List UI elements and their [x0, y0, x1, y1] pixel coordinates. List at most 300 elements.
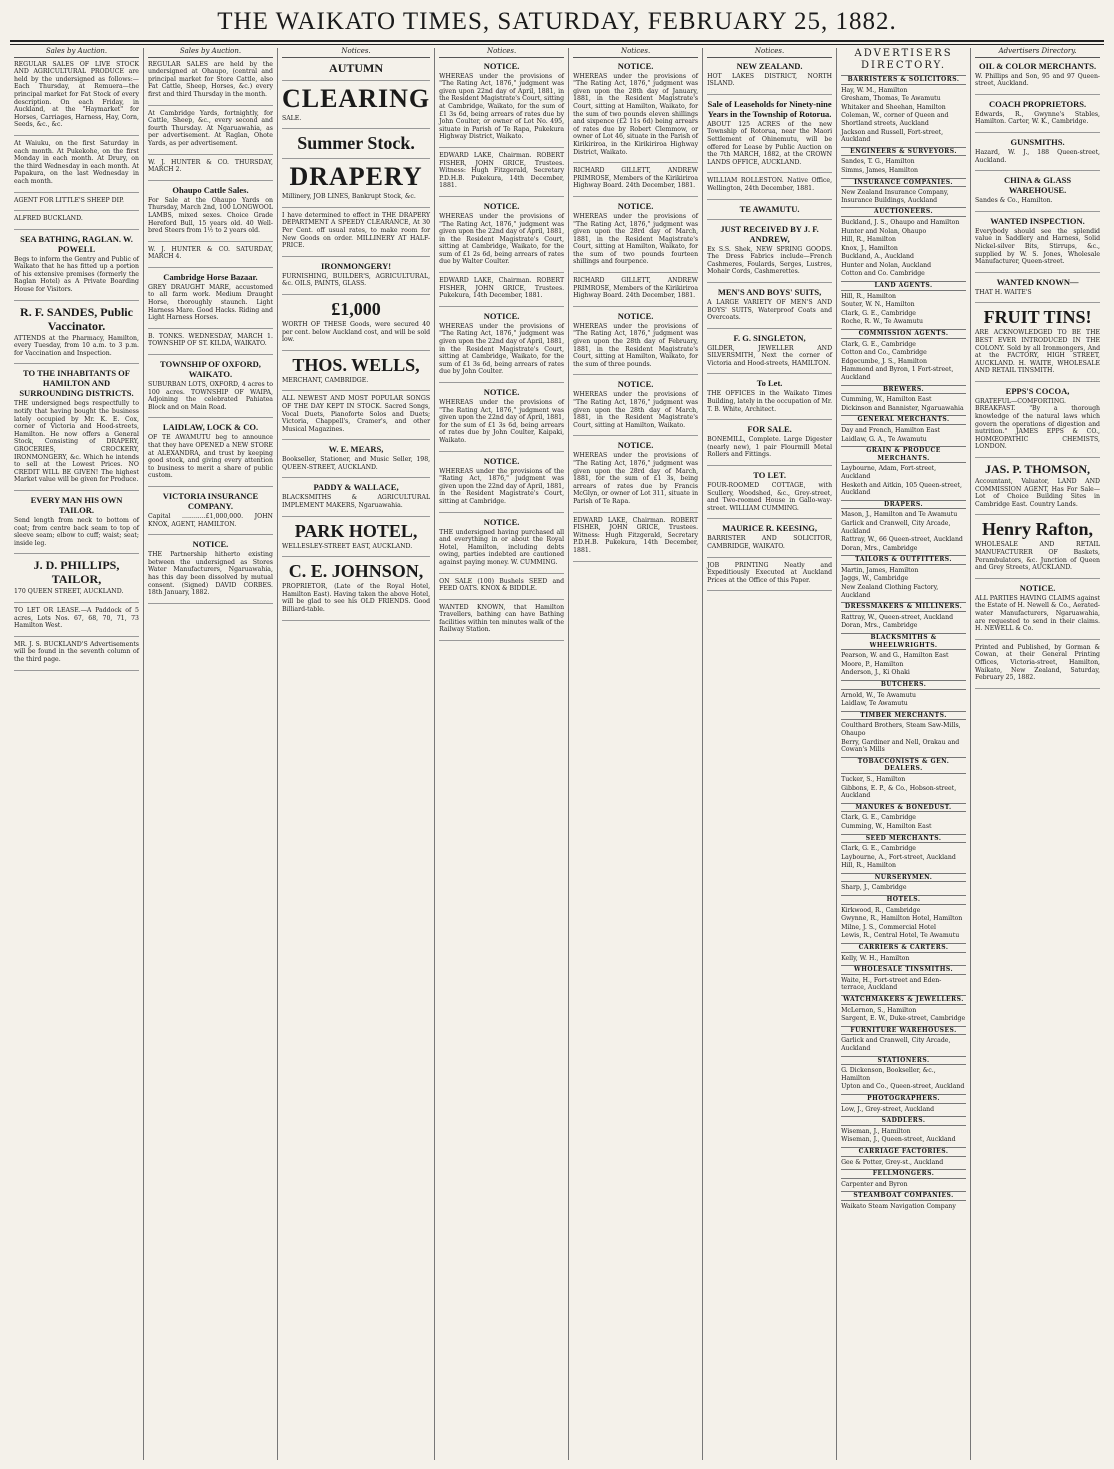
- advertisement: [439, 61, 564, 148]
- ad-heading: LAIDLAW, LOCK & CO.: [162, 422, 259, 433]
- advertisement: [14, 197, 139, 212]
- directory-entry: Doran, Mrs., Cambridge: [841, 544, 918, 552]
- ad-text: ALL PARTIES HAVING CLAIMS against the Estate of H. Newell & Co., Aerated-water Manufacturers, Ngaruawahia, are requested to send in their claims. H. NEWELL & Co.: [975, 594, 1101, 633]
- directory-entry: Clark, G. E., Cambridge: [841, 309, 916, 317]
- column-2: [144, 48, 278, 1460]
- ad-text: SUBURBAN LOTS, OXFORD, 4 acres to 100 acres. TOWNSHIP OF WAIPA, Adjoining the celebrated Pahiatea Block and on Main Road.: [147, 381, 273, 411]
- directory-entry: Doran, Mrs., Cambridge: [841, 622, 918, 630]
- ad-heading: PADDY & WALLACE,: [313, 482, 399, 493]
- advertisement: [148, 422, 273, 487]
- directory-entry: Cumming, W., Hamilton East: [841, 822, 932, 830]
- ad-heading: TE AWAMUTU.: [739, 203, 800, 214]
- ad-heading: NOTICE.: [617, 440, 654, 451]
- ad-text: ARE ACKNOWLEDGED TO BE THE BEST EVER INTRODUCED IN THE COLONY. Sold by all Ironmongers, And at the FACTORY, HIGH STREET, AUCKLAND. H. WAITE, WHOLESALE AND RETAIL TINSMITH.: [975, 329, 1101, 375]
- ad-heading: TO LET.: [753, 470, 786, 481]
- directory-entry: Sargent, E. W., Duke-street, Cambridge: [841, 1015, 966, 1023]
- directory-entry: Hill, R., Hamilton: [841, 862, 896, 870]
- advertisement: [573, 517, 698, 562]
- directory-entry: Hay, W. M., Hamilton: [841, 86, 908, 94]
- directory-section-heading: CARRIAGE FACTORIES.: [841, 1147, 966, 1157]
- newspaper-title: THE WAIKATO TIMES, SATURDAY, FEBRUARY 25, 1882.: [217, 8, 897, 35]
- directory-section-heading: TIMBER MERCHANTS.: [841, 711, 966, 721]
- advertisement: [975, 277, 1100, 304]
- ad-heading: NOTICE.: [617, 200, 654, 211]
- ad-text: GILDER, JEWELLER AND SILVERSMITH, Next the corner of Victoria and Hood-streets, HAMILTON.: [707, 344, 833, 367]
- ad-heading: WANTED KNOWN—: [996, 276, 1079, 287]
- ad-text: FOUR-ROOMED COTTAGE, with Scullery, Woodshed, &c., Grey-street, and Two-roomed House in Gallo-way-street. WILLIAM CUMMING.: [707, 482, 833, 512]
- advertisement: [282, 61, 430, 81]
- advertisement: [14, 305, 139, 365]
- advertisement: [148, 110, 273, 155]
- advertisement: [573, 311, 698, 376]
- ad-text: I have determined to effect in THE DRAPERY DEPARTMENT A SPEEDY CLEARANCE, At 30 Per Cent. off usual rates, to make room for New Goods on order. MILLINERY AT HALF-PRICE.: [281, 211, 431, 250]
- ad-text: ALL NEWEST AND MOST POPULAR SONGS OF THE DAY KEPT IN STOCK. Sacred Songs, Vocal Duets, Pianoforte Solos and Duets; Victoria, Chappell's, Cramer's, and other Musical Magazines.: [281, 395, 431, 433]
- directory-entry: Tucker, S., Hamilton: [841, 775, 906, 783]
- ad-heading: AUTUMN: [329, 60, 384, 75]
- ad-text: Accountant, Valuator, LAND AND COMMISSION AGENT, Has For Sale— Lot of Choice Building Sites in Cambridge East. Country Lands.: [975, 478, 1101, 508]
- column-5: [569, 48, 703, 1460]
- ad-text: WHEREAS under the provisions of "The Rating Act, 1876," judgment was given upon the 28rd day of March, 1881, in the Resident Magistrate's Court, sitting at Hamilton, Waikato, for the sum of two pounds fourteen shillings and fourpence.: [573, 212, 699, 266]
- directory-entry: Sharp, J., Cambridge: [841, 884, 907, 892]
- directory-section-heading: MANURES & BONEDUST.: [841, 803, 966, 813]
- directory-entry: Day and French, Hamilton East: [841, 426, 940, 434]
- advertisement: [573, 277, 698, 307]
- ad-text: Ex S.S. Shek, NEW SPRING GOODS. The Dress Fabrics include—French Cashmeres, Foulards, Serges, Lustres, Mohair Cords, Cashmerettes.: [707, 245, 833, 276]
- directory-entry: Hill, R., Hamilton: [841, 292, 896, 300]
- directory-entry: Waite, H., Fort-street and Eden-terrace, Auckland: [841, 976, 942, 992]
- advertisement: [707, 99, 832, 174]
- directory-entry: Cotton and Co. Cambridge: [841, 270, 925, 278]
- ad-text: TO LET OR LEASE.—A Paddock of 5 acres, Lots Nos. 67, 68, 70, 71, 73 Hamilton West.: [14, 606, 139, 630]
- directory-entry: Martin, James, Hamilton: [841, 566, 919, 574]
- ad-heading: NEW ZEALAND.: [736, 60, 803, 71]
- ad-heading: C. E. JOHNSON,: [288, 561, 424, 582]
- ad-heading: IRONMONGERY!: [321, 260, 392, 271]
- ad-heading: NOTICE.: [617, 60, 654, 71]
- directory-entry: Gwynne, R., Hamilton Hotel, Hamilton: [841, 915, 963, 923]
- ad-text: WORTH OF THESE Goods, were secured 40 per cent. below Auckland cost, and will be sold low.: [281, 320, 431, 344]
- ad-text: BLACKSMITHS & AGRICULTURAL IMPLEMENT MAKERS, Ngaruawahia.: [281, 494, 431, 510]
- ad-text: THE Partnership hitherto existing between the undersigned as Stores Water Manufacturers, Ngaruawahia, has this day been dissolved by mutual consent. (Signed) DAVID CORBES. 18th January, 1882.: [147, 551, 273, 597]
- ad-text: For Sale at the Ohaupo Yards on Thursday, March 2nd, 100 LONGWOOL LAMBS, mixed sexes. Choice Grade Hereford Bull, 15 years old. 40 Well-bred Steers from 1½ to 2 years old.: [147, 196, 273, 235]
- directory-entry: Anderson, J., Ki Ohaki: [841, 669, 910, 677]
- advertisement: [148, 246, 273, 268]
- ad-heading: JUST RECEIVED BY J. F. ANDREW,: [720, 223, 819, 244]
- ad-heading: CHINA & GLASS WAREHOUSE.: [1004, 175, 1072, 196]
- advertisement: [707, 204, 832, 220]
- ad-heading: EPPS'S COCOA,: [1005, 385, 1070, 396]
- ad-text: REGULAR SALES are held by the undersigned at Ohaupo, (central and principal market for Store Cattle, also Fat Cattle, Sheep, Horses, &c.) every first and third Thursday in the month.: [147, 60, 273, 98]
- directory-entry: Garlick and Cranwell, City Arcade, Auckland: [841, 1037, 951, 1052]
- column-heading: Advertisers Directory.: [975, 48, 1100, 58]
- ad-text: EDWARD LAKE, Chairman. ROBERT FISHER, JOHN GRICE, Trustees. Pukekura, 14th December, 1881.: [439, 277, 565, 300]
- directory-entry: Rattray, W., Queen-street, Auckland: [841, 613, 954, 621]
- directory-entry: Sandes, T. G., Hamilton: [841, 158, 915, 166]
- directory-section-heading: PHOTOGRAPHERS.: [841, 1094, 966, 1104]
- advertisement: [573, 379, 698, 436]
- advertisement: [14, 140, 139, 193]
- directory-entry: Cotton and Co., Cambridge: [841, 349, 927, 357]
- ad-text: Capital ............£1,000,000. JOHN KNOX, AGENT, HAMILTON.: [147, 512, 273, 528]
- advertisement: [148, 491, 273, 535]
- directory-entry: New Zealand Insurance Company, Insurance Buildings, Auckland: [841, 189, 949, 204]
- directory-entry: Rattray, W., 66 Queen-street, Auckland: [841, 536, 963, 544]
- directory-section-heading: NURSERYMEN.: [841, 873, 966, 883]
- column-heading: Sales by Auction.: [148, 48, 273, 58]
- ad-heading: GUNSMITHS.: [1010, 136, 1065, 147]
- advertisement: [14, 234, 139, 301]
- advertisement: [282, 261, 430, 295]
- advertisement: [439, 387, 564, 452]
- ad-heading: NOTICE.: [483, 200, 520, 211]
- directory-section-heading: TAILORS & OUTFITTERS.: [841, 555, 966, 565]
- directory-entry: Clark, G. E., Cambridge: [841, 845, 916, 853]
- advertisement: [439, 152, 564, 197]
- advertisement: [975, 519, 1100, 578]
- masthead: [0, 0, 1114, 40]
- ad-heading: NOTICE.: [483, 310, 520, 321]
- advertisement: [14, 641, 139, 671]
- directory-entry: Arnold, W., Te Awamutu: [841, 691, 917, 699]
- advertisement: [282, 355, 430, 392]
- ad-text: WHEREAS under the provisions of "The Rating Act, 1876," judgment was given upon 22nd day of April, 1881, in the Resident Magistrate's Court, sitting at Cambridge, Waikato, for the sum of £1 3s 6d, being arrears of rates due by John Coulter, or owner of Lot No. 495, situate in Parish of Te Rapa, Pukekura Highway District, Waikato.: [439, 72, 565, 141]
- ad-text: THAT H. WAITE'S: [975, 288, 1032, 296]
- ad-heading: Summer Stock.: [297, 133, 415, 154]
- ad-heading: PARK HOTEL,: [294, 520, 418, 541]
- ad-text: WHEREAS under the provisions of "The Rating Act, 1876," judgment was given upon the 28th day of February, 1881, in the Resident Magistrate's Court, sitting at Hamilton, Waikato, for the sum of three pounds.: [573, 322, 699, 368]
- directory-section-heading: INSURANCE COMPANIES.: [841, 178, 966, 188]
- directory-section-heading: SEED MERCHANTS.: [841, 834, 966, 844]
- ad-heading: THOS. WELLS,: [292, 354, 420, 375]
- directory-section-heading: CARRIERS & CARTERS.: [841, 943, 966, 953]
- directory-entry: Hammond and Byron, 1 Fort-street, Auckland: [841, 366, 954, 381]
- advertisement: [975, 175, 1100, 212]
- advertisement: [282, 482, 430, 516]
- ad-text: Edwards, R., Gwynne's Stables, Hamilton. Carter, W. K., Cambridge.: [975, 110, 1101, 126]
- column-1: [10, 48, 144, 1460]
- ad-text: WHEREAS under the provisions of "The Rating Act, 1876," judgment was given upon the 28th day of March, 1881, in the Resident Magistrate's Court, sitting at Hamilton, Waikato.: [573, 391, 699, 429]
- column-4: [435, 48, 569, 1460]
- ad-text: THE OFFICES in the Waikato Times Building, lately in the occupation of Mr. T. B. White, Architect.: [707, 390, 833, 413]
- directory-section-heading: ENGINEERS & SURVEYORS.: [841, 147, 966, 157]
- advertisement: [975, 99, 1100, 133]
- directory-entry: Buckland, A., Auckland: [841, 253, 915, 261]
- ad-heading: COACH PROPRIETORS.: [988, 98, 1087, 109]
- directory-entry: Lewis, R., Central Hotel, Te Awamutu: [841, 932, 960, 940]
- directory-section-heading: WATCHMAKERS & JEWELLERS.: [841, 995, 966, 1005]
- advertisement: [707, 523, 832, 557]
- advertisement: [707, 224, 832, 283]
- directory-entry: Edgecumbe, J. S., Hamilton: [841, 357, 927, 365]
- advertisement: [282, 444, 430, 478]
- ad-heading: Henry Rafton,: [982, 519, 1094, 540]
- ad-heading: Sale of Leaseholds for Ninety-nine Years in the Township of Rotorua.: [707, 98, 832, 119]
- directory-entry: Mason, J., Hamilton and Te Awamutu: [841, 511, 958, 519]
- ad-heading: TOWNSHIP OF OXFORD, WAIKATO.: [160, 359, 261, 380]
- column-3: [278, 48, 435, 1460]
- ad-text: ON SALE (100) Bushels SEED and FEED OATS. KNOX & BIDDLE.: [439, 577, 565, 593]
- ad-heading: EVERY MAN HIS OWN TAILOR.: [30, 494, 123, 515]
- ad-heading: DRAPERY: [289, 162, 423, 192]
- ad-heading: R. F. SANDES, Public Vaccinator.: [20, 304, 133, 333]
- column-7: [837, 48, 971, 1460]
- ad-text: EDWARD LAKE, Chairman. ROBERT FISHER, JOHN GRICE, Trustees. Witness: Hugh Fitzgerald, Secretary P.D.H.B. Pukekura, 14th December, 1881.: [439, 151, 565, 190]
- directory-entry: Moore, P., Hamilton: [841, 660, 904, 668]
- directory-entry: Jaggs, W., Cambridge: [841, 575, 909, 583]
- directory-entry: Carpenter and Byron: [841, 1180, 908, 1188]
- ad-text: At Cambridge Yards, fortnightly, for Cattle, Sheep, &c., every second and fourth Thursday. At Ngaruawahia, as per advertisement. At Raglan, Ohote Yards, as per advertisement.: [147, 109, 273, 147]
- directory-section-heading: GRAIN & PRODUCE MERCHANTS.: [841, 446, 966, 463]
- ad-heading: NOTICE.: [483, 60, 520, 71]
- ad-heading: NOTICE.: [192, 539, 229, 550]
- directory-entry: Gee & Potter, Grey-st., Auckland: [841, 1158, 944, 1166]
- directory-entry: Wiseman, J., Hamilton: [841, 1127, 911, 1135]
- directory-entry: Kirkwood, R., Cambridge: [841, 906, 921, 914]
- advertisement: [439, 311, 564, 383]
- ad-text: WHEREAS under the provisions of the "Rating Act, 1876," judgment was given upon the 22nd day of April, 1881, in the Resident Magistrate's Court, sitting at Cambridge.: [439, 467, 565, 505]
- directory-entry: Waikato Steam Navigation Company: [841, 1202, 956, 1210]
- ad-text: RICHARD GILLETT, ANDREW PRIMROSE, Members of the Kirikiriroa Highway Board. 24th December, 1881.: [573, 167, 699, 190]
- directory-entry: Coulthard Brothers, Steam Saw-Mills, Ohaupo: [841, 722, 961, 737]
- directory-entry: Pearson, W. and G., Hamilton East: [841, 652, 949, 660]
- directory-entry: Coleman, W., corner of Queen and Shortland streets, Auckland: [841, 112, 949, 127]
- ad-text: REGULAR SALES OF LIVE STOCK AND AGRICULTURAL PRODUCE are held by the undersigned as follows:— Each Thursday, at Remuera—the principal market for Fat Stock of every description. On each Friday, in Auckland, at the "Haymarket" for Horses, Carriages, Harness, Hay, Corn, Seeds, &c., &c.: [14, 60, 139, 129]
- directory-entry: G. Dickenson, Bookseller, &c., Hamilton: [841, 1067, 936, 1082]
- ad-text: WHEREAS under the provisions of "The Rating Act, 1876," judgment was given upon the 28rd day of March, 1881, for the sum of £1 3s, being arrears of rates due by Francis McGlyn, or owner of Lot 311, situate in Parish of Te Rapa.: [573, 452, 699, 505]
- advertisement: [975, 386, 1100, 458]
- directory-entry: Whitaker and Sheehan, Hamilton: [841, 103, 946, 111]
- ad-heading: MEN'S AND BOYS' SUITS,: [717, 286, 822, 297]
- directory-section-heading: BREWERS.: [841, 385, 966, 395]
- directory-entry: Clark, G. E., Cambridge: [841, 340, 916, 348]
- directory-entry: Upton and Co., Queen-street, Auckland: [841, 1083, 965, 1091]
- advertisement: [707, 470, 832, 519]
- ad-text: GREY DRAUGHT MARE, accustomed to all farm work. Medium Draught Horse, thoroughly staunch. Light Harness Mare. Good Hacks. Riding and Light Harness Horses.: [147, 283, 273, 322]
- ad-text: WHEREAS under the provisions of "The Rating Act, 1876," judgment was given upon the 22nd day of April, 1881, in the Resident Magistrate's Court, sitting at Cambridge, Waikato, for the sum of £1 3s 6d, being arrears of rates due by John Coulter.: [439, 322, 565, 376]
- ad-heading: OIL & COLOR MERCHANTS.: [978, 60, 1097, 71]
- directory-section-heading: DRAPERS.: [841, 500, 966, 510]
- advertisement: [439, 604, 564, 641]
- directory-section-heading: GENERAL MERCHANTS.: [841, 415, 966, 425]
- advertisement: [148, 61, 273, 106]
- directory-entry: Hesketh and Aitkin, 105 Queen-street, Auckland: [841, 481, 962, 497]
- directory-entry: Laidlaw, G. A., Te Awamutu: [841, 435, 927, 443]
- advertisement: [707, 424, 832, 466]
- advertisement: [14, 558, 139, 603]
- ad-text: WILLIAM ROLLESTON. Native Office, Wellington, 24th December, 1881.: [707, 177, 833, 192]
- advertisement: [439, 456, 564, 513]
- ad-text: JOB PRINTING Neatly and Expeditiously Executed at Auckland Prices at the Office of this Paper.: [707, 561, 833, 584]
- advertisement: [148, 272, 273, 329]
- ad-heading: FRUIT TINS!: [983, 307, 1092, 328]
- ad-text: WHEREAS under the provisions of "The Rating Act, 1876," judgment was given upon the 28th day of January, 1881, in the Resident Magistrate's Court, sitting at Hamilton, Waikato, for the sum of two pounds eleven shillings and sixpence (£2 11s 6d) being arrears of rates due by Robert Clemmow, or owner of Lot 46, situate in the Parish of Kirikiriroa, in the Kirikiriroa Highway District, Waikato.: [573, 72, 699, 156]
- directory-entry: Hunter and Nolan, Auckland: [841, 261, 932, 269]
- advertisement: [282, 561, 430, 620]
- column-heading: Sales by Auction.: [14, 48, 139, 58]
- advertisement: [707, 562, 832, 592]
- ad-heading: Ohaupo Cattle Sales.: [172, 184, 249, 195]
- directory-entry: Gibbons, E. P., & Co., Hobson-street, Auckland: [841, 784, 957, 800]
- advertisement: [282, 85, 430, 130]
- ad-text: W. J. HUNTER & CO. SATURDAY, MARCH 4.: [147, 245, 273, 261]
- directory-entry: Knox, J., Hamilton: [841, 244, 898, 252]
- ad-heading: £1,000: [331, 298, 381, 319]
- directory-entry: Laybourne, Adam, Fort-street, Auckland: [841, 465, 937, 480]
- ad-text: WHEREAS under the provisions of "The Rating Act, 1876," judgment was given upon the 22nd day of April, 1881, for the sum of £1 3s 6d, being arrears of rates due by John Coulter, Kaipaki, Waikato.: [439, 399, 565, 444]
- directory-entry: Kelly, W. H., Hamilton: [841, 954, 910, 962]
- advertisement: [975, 61, 1100, 95]
- advertisement: [282, 212, 430, 257]
- advertisement: [439, 201, 564, 273]
- ad-heading: W. E. MEARS,: [328, 444, 384, 455]
- directory-section-heading: HOTELS.: [841, 895, 966, 905]
- directory-entry: Low, J., Grey-street, Auckland: [841, 1105, 935, 1113]
- ad-heading: To Let.: [756, 378, 783, 389]
- advertisement: [439, 578, 564, 600]
- directory-entry: Roche, R. W., Te Awamutu: [841, 318, 924, 326]
- ad-text: ABOUT 125 ACRES of the new Township of Rotorua, near the Maori Settlement of Ohinemutu, will be offered for Lease by Public Auction on the 7th MARCH, 1882, at the CROWN LANDS OFFICE, AUCKLAND.: [707, 120, 833, 166]
- advertisement: [14, 495, 139, 554]
- advertisement: [707, 287, 832, 329]
- ad-text: Begs to inform the Gentry and Public of Waikato that he has fitted up a portion of his extensive premises (formerly the Raglan Hotel) as A Private Boarding House for Visitors.: [14, 255, 139, 294]
- column-8: [971, 48, 1104, 1460]
- ad-heading: WANTED INSPECTION.: [990, 215, 1085, 226]
- directory-section-heading: WHOLESALE TINSMITHS.: [841, 965, 966, 975]
- directory-entry: Dickinson and Bannister, Ngaruawahia: [841, 404, 964, 412]
- directory-entry: Gresham, Thomas, Te Awamutu: [841, 95, 941, 103]
- masthead-rule: [10, 40, 1104, 45]
- directory-entry: New Zealand Clothing Factory, Auckland: [841, 584, 939, 599]
- advertisement: [282, 521, 430, 558]
- directory-entry: Buckland, J. S., Ohaupo and Hamilton: [841, 218, 960, 226]
- ad-text: Send length from neck to bottom of coat; from centre back seam to top of sleeve seam; elbow to cuff; waist; seat; inside leg.: [14, 516, 139, 547]
- ad-text: Bookseller, Stationer, and Music Seller, 198, QUEEN-STREET, AUCKLAND.: [281, 456, 431, 471]
- advertisement: [282, 133, 430, 159]
- advertisement: [148, 333, 273, 355]
- advertisement: [14, 61, 139, 136]
- ad-heading: F. G. SINGLETON,: [733, 332, 806, 343]
- directory-entry: Simms, James, Hamilton: [841, 166, 919, 174]
- ad-heading: TO THE INHABITANTS OF HAMILTON AND SURROUNDING DISTRICTS.: [19, 368, 134, 399]
- ad-heading: NOTICE.: [617, 310, 654, 321]
- ad-heading: CLEARING: [281, 83, 431, 113]
- column-heading: Notices.: [439, 48, 564, 58]
- ad-heading: VICTORIA INSURANCE COMPANY.: [162, 490, 259, 511]
- directory-title: ADVERTISERS DIRECTORY.: [854, 48, 953, 71]
- ad-text: ATTENDS at the Pharmacy, Hamilton, every Tuesday, from 10 a.m. to 3 p.m. for Vaccination and Inspection.: [14, 334, 139, 357]
- ad-text: AGENT FOR LITTLE'S SHEEP DIP.: [14, 196, 124, 204]
- directory-entry: Clark, G. E., Cambridge: [841, 814, 916, 822]
- ad-text: WHEREAS under the provisions of "The Rating Act, 1876," judgment was given upon the 22nd day of April, 1881, in the Resident Magistrate's Court, sitting at Cambridge, Waikato, for the sum of £1 2s 6d, being arrears of rates due by Walter Coulter.: [439, 212, 565, 266]
- directory-entry: Jackson and Russell, Fort-street, Auckland: [841, 128, 944, 144]
- ad-text: SALE.: [281, 114, 302, 122]
- ad-heading: NOTICE.: [617, 379, 654, 390]
- ad-text: A LARGE VARIETY OF MEN'S AND BOYS' SUITS, Waterproof Coats and Overcoats.: [707, 298, 833, 322]
- directory-entry: Wiseman, J., Queen-street, Auckland: [841, 1136, 956, 1144]
- ad-text: BONEMILL, Complete. Large Digester (nearly new), 1 pair Flourmill Metal Rollers and Fittings.: [707, 436, 833, 459]
- ad-text: FURNISHING, BUILDER'S, AGRICULTURAL, &c. OILS, PAINTS, GLASS.: [281, 272, 431, 288]
- ad-text: HOT LAKES DISTRICT, NORTH ISLAND.: [707, 72, 833, 88]
- ad-text: Printed and Published, by Gorman & Cowan, at their General Printing Offices, Victoria-street, Hamilton, Waikato, New Zealand, Saturday, February 25, 1882.: [975, 643, 1101, 682]
- column-heading: Notices.: [707, 48, 832, 58]
- ad-text: MERCHANT, CAMBRIDGE.: [281, 376, 369, 384]
- advertisement: [707, 378, 832, 420]
- advertisement: [975, 462, 1100, 515]
- directory-section-heading: STATIONERS.: [841, 1056, 966, 1066]
- directory-section-heading: AUCTIONEERS.: [841, 207, 966, 217]
- advertisement: [439, 517, 564, 574]
- advertisement: [439, 277, 564, 307]
- advertisement: [573, 201, 698, 273]
- ad-text: Sandes & Co., Hamilton.: [975, 197, 1053, 205]
- column-heading: Notices.: [282, 48, 430, 58]
- directory-section-heading: SADDLERS.: [841, 1116, 966, 1126]
- ad-heading: FOR SALE.: [747, 424, 792, 435]
- ad-heading: MAURICE R. KEESING,: [722, 523, 818, 534]
- directory-section-heading: FELLMONGERS.: [841, 1169, 966, 1179]
- ad-text: THE undersigned having purchased all and everything in or about the Royal Hotel, Hamilton, including debts owing, parties indebted are cautioned against paying money. W. CUMMING.: [439, 528, 565, 566]
- advertisement: [573, 61, 698, 164]
- ad-heading: NOTICE.: [483, 387, 520, 397]
- directory-section-heading: BARRISTERS & SOLICITORS.: [841, 75, 966, 85]
- ad-text: ALFRED BUCKLAND.: [14, 215, 83, 223]
- column-6: [703, 48, 837, 1460]
- column-heading: Notices.: [573, 48, 698, 58]
- advertisement: [148, 539, 273, 604]
- advertisement: [975, 644, 1100, 689]
- ad-text: WANTED KNOWN, that Hamilton Travellers, bathing can have Bathing facilities within ten minutes walk of the Railway Station.: [439, 603, 565, 634]
- advertisement: [282, 299, 430, 351]
- directory-entry: Hill, R., Hamilton: [841, 236, 896, 244]
- advertisement: [975, 137, 1100, 171]
- advertisement: [148, 185, 273, 242]
- ad-heading: NOTICE.: [483, 516, 520, 527]
- advertisement: [707, 61, 832, 95]
- advertisement: [707, 333, 832, 375]
- advertisement: [573, 440, 698, 512]
- ad-text: WELLESLEY-STREET EAST, AUCKLAND.: [281, 542, 413, 550]
- directory-section-heading: LAND AGENTS.: [841, 281, 966, 291]
- ad-text: At Waiuku, on the first Saturday in each month. At Pukekohe, on the first Monday in each month. At Drury, on the third Wednesday in each month. At Papakura, on the last Wednesday in each month.: [14, 139, 139, 185]
- ad-text: Hazard, W. J., 188 Queen-street, Auckland.: [975, 148, 1101, 164]
- directory-section-heading: DRESSMAKERS & MILLINERS.: [841, 602, 966, 612]
- ad-text: W. J. HUNTER & CO. THURSDAY, MARCH 2.: [147, 158, 273, 174]
- directory-entry: Garlick and Cranwell, City Arcade, Auckland: [841, 519, 951, 535]
- ad-heading: JAS. P. THOMSON,: [985, 462, 1091, 477]
- advertisement: [282, 395, 430, 440]
- advertisement: [975, 216, 1100, 273]
- ad-text: WHOLESALE AND RETAIL MANUFACTURER OF Baskets, Perambulators, &c. Junction of Queen and Grey Streets, AUCKLAND.: [975, 541, 1101, 572]
- columns: [10, 48, 1104, 1460]
- ad-text: EDWARD LAKE, Chairman. ROBERT FISHER, JOHN GRICE, Trustees. Witness: Hugh Fitzgerald, Secretary P.D.H.B. Pukekura, 14th December, 1881.: [573, 516, 699, 554]
- directory-section-heading: FURNITURE WAREHOUSES.: [841, 1026, 966, 1036]
- directory-section-heading: STEAMBOAT COMPANIES.: [841, 1191, 966, 1201]
- ad-text: RICHARD GILLETT, ANDREW PRIMROSE, Members of the Kirikiriroa Highway Board. 24th December, 1881.: [573, 277, 699, 300]
- directory-entry: McLernon, S., Hamilton: [841, 1006, 917, 1014]
- ad-heading: SEA BATHING, RAGLAN. W. POWELL: [20, 233, 133, 254]
- advertisement: [14, 368, 139, 491]
- ad-text: MR. J. S. BUCKLAND'S Advertisements will be found in the seventh column of the third page.: [14, 640, 139, 663]
- advertisement: [14, 607, 139, 637]
- directory-section-heading: BUTCHERS.: [841, 680, 966, 690]
- advertisement: [14, 215, 139, 230]
- ad-text: 170 QUEEN STREET, AUCKLAND.: [14, 588, 124, 596]
- advertisement: [975, 307, 1100, 382]
- ad-text: PROPRIETOR, (Late of the Royal Hotel, Hamilton East). Having taken the above Hotel, will be glad to see his OLD FRIENDS. Good Billiard-table.: [281, 583, 431, 614]
- directory-entry: Laybourne, A., Fort-street, Auckland: [841, 853, 956, 861]
- directory-entry: Berry, Gardiner and Nell, Orakau and Cowan's Mills: [841, 738, 960, 754]
- directory-section-heading: TOBACCONISTS & GEN. DEALERS.: [841, 757, 966, 774]
